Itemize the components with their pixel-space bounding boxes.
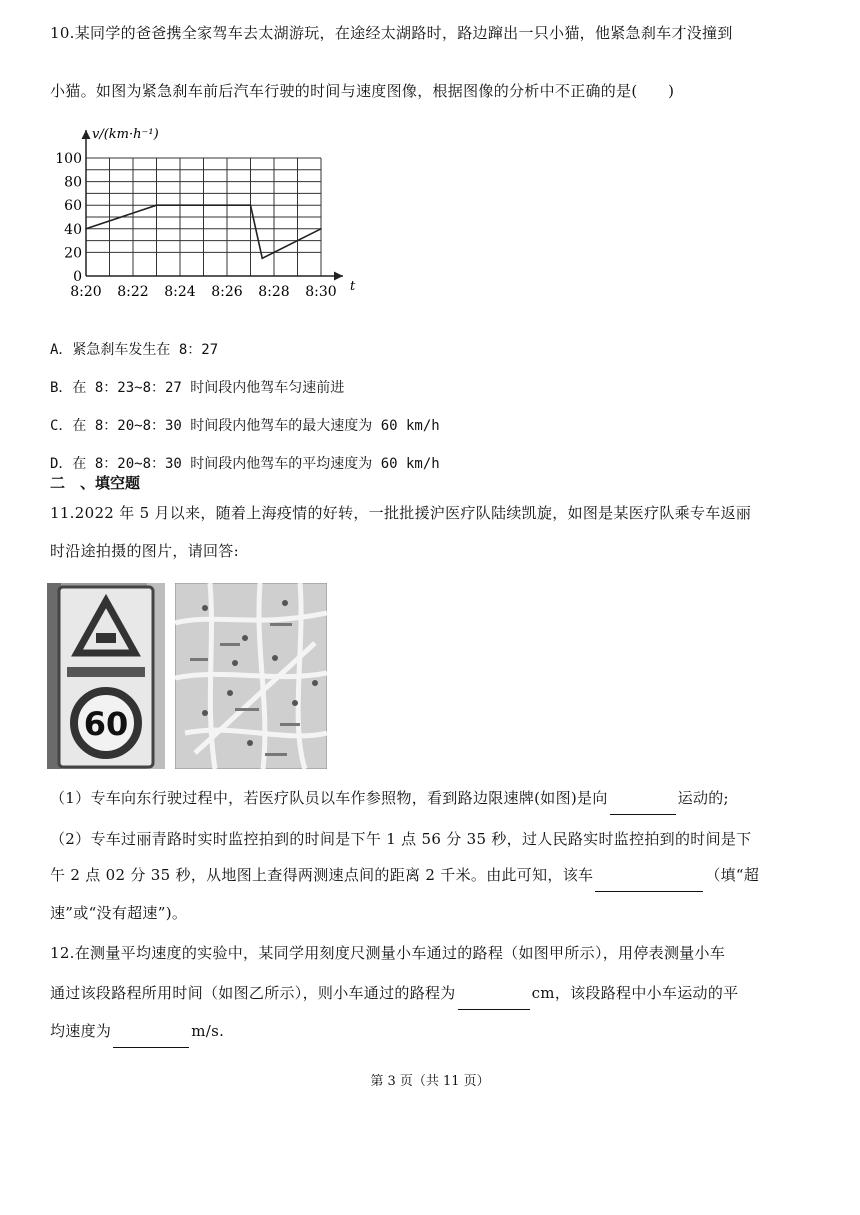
q11-line1: 11.2022 年 5 月以来，随着上海疫情的好转，一批批援沪医疗队陆续凯旋，如图是某医疗队乘专车返丽 [50,504,752,522]
q12-blank-2[interactable] [113,1027,189,1048]
data-point [156,204,158,206]
q12-line2: 通过该段路程所用时间（如图乙所示），则小车通过的路程为 cm，该段路程中小车运动的平 [50,976,810,1010]
route-map-photo [175,583,327,769]
y-tick-label: 60 [64,198,82,215]
y-tick-labels [55,151,82,285]
q10-line2: 小猫。如图为紧急刹车前后汽车行驶的时间与速度图像，根据图像的分析中不正确的是( ) [50,82,675,100]
q11-sub2-line2: 午 2 点 02 分 35 秒，从地图上查得两测速点间的距离 2 千米。由此可知，该车 （填“超 [50,858,810,892]
data-point [320,228,322,230]
q11-blank-1[interactable] [610,794,676,815]
q10-line1: 10.某同学的爸爸携全家驾车去太湖游玩，在途经太湖路时，路边蹿出一只小猫，他紧急刹车才没撞到 [50,24,733,42]
y-axis-label: v/(km·h⁻¹) [92,127,159,142]
y-tick-label: 100 [55,151,82,167]
y-tick-label: 40 [64,221,82,238]
x-tick-labels [70,284,336,300]
q10-option-a: A．紧急刹车发生在 8：27 [50,342,219,358]
data-point [85,228,87,230]
x-tick-label: 8:28 [258,284,290,300]
chart-axes [86,130,343,276]
velocity-time-chart [48,118,368,308]
q12-line1: 12.在测量平均速度的实验中，某同学用刻度尺测量小车通过的路程（如图甲所示），用停表测量小车 [50,944,726,962]
data-point [261,258,263,260]
speed-limit-sign-photo [47,583,165,769]
q10-option-c: C．在 8：20~8：30 时间段内他驾车的最大速度为 60 km/h [50,418,440,434]
x-tick-label: 8:20 [70,284,102,300]
page-footer: 第 3 页（共 11 页） [370,1074,490,1089]
x-tick-label: 8:30 [305,284,337,300]
q11-sub1: （1）专车向东行驶过程中，若医疗队员以车作参照物，看到路边限速牌(如图)是向 运动的; [50,781,810,815]
x-tick-label: 8:26 [211,284,243,300]
q11-sub2-line1: （2）专车过丽青路时实时监控拍到的时间是下午 1 点 56 分 35 秒，过人民路实时监控拍到的时间是下 [50,830,752,848]
q10-option-b: B．在 8：23~8：27 时间段内他驾车匀速前进 [50,380,345,396]
speed-limit-value: 60 [83,705,129,743]
y-tick-label: 0 [73,269,82,285]
section-title: 二 、填空题 [50,474,141,492]
data-point [250,204,252,206]
x-axis-label: t [350,279,356,294]
q10-option-d: D．在 8：20~8：30 时间段内他驾车的平均速度为 60 km/h [50,456,440,472]
x-tick-label: 8:24 [164,284,196,300]
x-tick-label: 8:22 [117,284,149,300]
y-tick-label: 20 [64,245,82,262]
q11-line2: 时沿途拍摄的图片，请回答: [50,542,239,560]
q12-line3: 均速度为 m/s. [50,1014,810,1048]
y-tick-label: 80 [64,174,82,191]
q11-blank-2[interactable] [595,871,703,892]
q12-blank-1[interactable] [458,989,530,1010]
q11-sub2-line3: 速”或“没有超速”)。 [50,904,188,922]
